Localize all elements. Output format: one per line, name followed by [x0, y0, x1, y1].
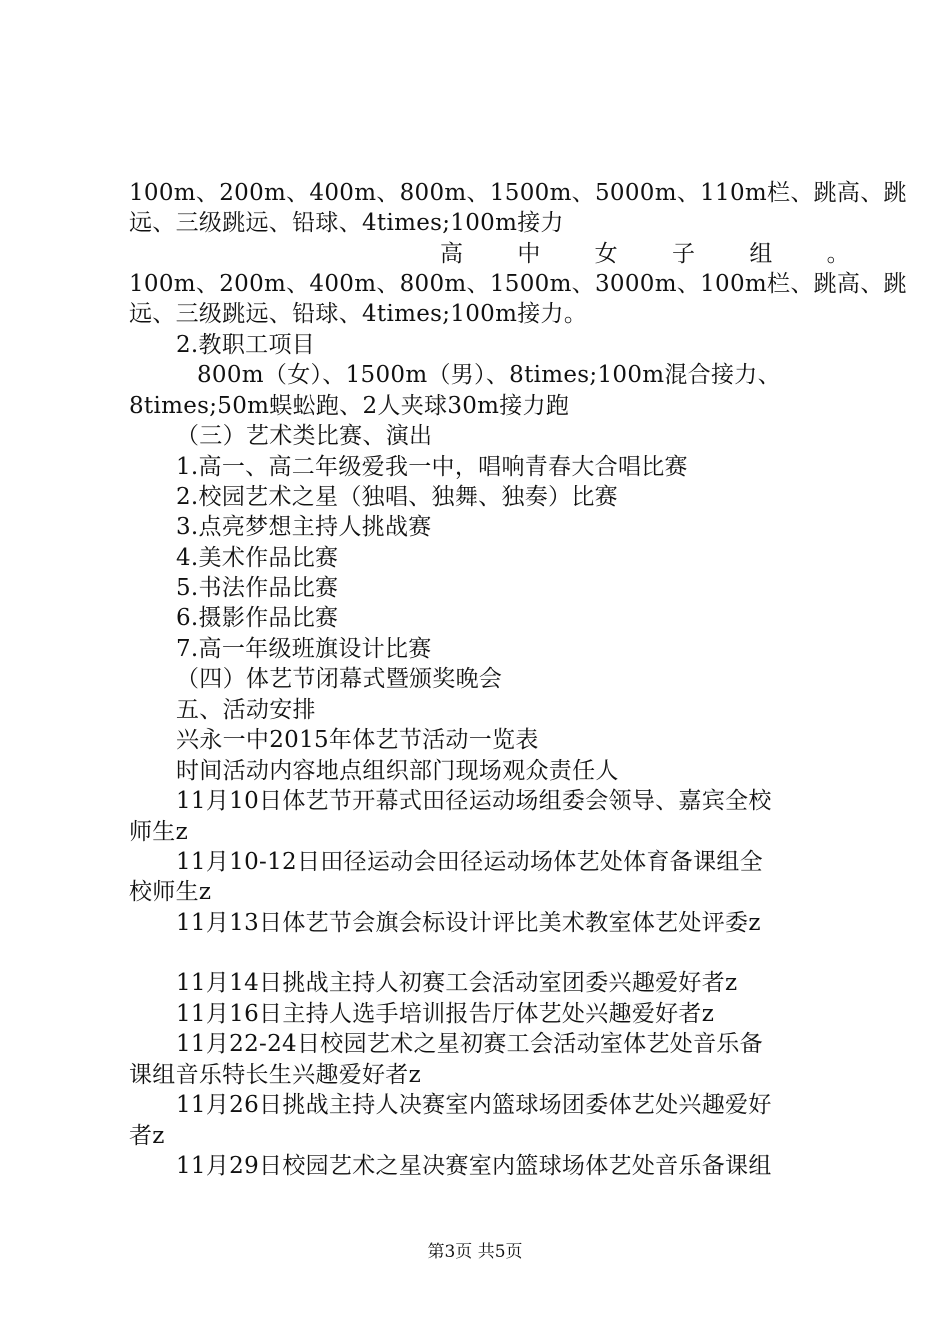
text-line: 11月10日体艺节开幕式田径运动场组委会领导、嘉宾全校	[176, 788, 772, 814]
spaced-char: 高	[440, 241, 464, 267]
text-line: （四）体艺节闭幕式暨颁奖晚会	[176, 666, 503, 692]
text-line: 者z	[129, 1123, 165, 1149]
text-line: 11月14日挑战主持人初赛工会活动室团委兴趣爱好者z	[176, 970, 738, 996]
text-line: 课组音乐特长生兴趣爱好者z	[129, 1062, 422, 1088]
text-line: 11月16日主持人选手培训报告厅体艺处兴趣爱好者z	[176, 1001, 715, 1027]
text-line: 2.校园艺术之星（独唱、独舞、独奏）比赛	[176, 484, 618, 510]
text-line: 5.书法作品比赛	[176, 575, 339, 601]
spaced-char: 子	[671, 241, 696, 267]
text-line: 校师生z	[129, 879, 212, 905]
text-line: 11月10-12日田径运动会田径运动场体艺处体育备课组全	[176, 849, 763, 875]
text-line: 100m、200m、400m、800m、1500m、3000m、100m栏、跳高、跳	[129, 271, 907, 297]
text-line: 师生z	[129, 819, 189, 845]
spaced-heading-line	[440, 239, 850, 269]
spaced-char: 女	[594, 241, 618, 267]
text-line: 11月22-24日校园艺术之星初赛工会活动室体艺处音乐备	[176, 1031, 763, 1057]
text-line: 100m、200m、400m、800m、1500m、5000m、110m栏、跳高、跳	[129, 180, 907, 206]
text-line: 3.点亮梦想主持人挑战赛	[176, 514, 432, 540]
text-line: 11月13日体艺节会旗会标设计评比美术教室体艺处评委z	[176, 910, 761, 936]
text-line: 五、活动安排	[176, 697, 316, 723]
spaced-char: 组	[749, 241, 773, 267]
text-line: 4.美术作品比赛	[176, 545, 339, 571]
text-line: 兴永一中2015年体艺节活动一览表	[176, 727, 539, 753]
spaced-char: 。	[826, 241, 850, 267]
text-line: 800m（女）、1500m（男）、8times;100m混合接力、	[197, 362, 781, 388]
text-line: 7.高一年级班旗设计比赛	[176, 636, 432, 662]
text-line: 1.高一、高二年级爱我一中，唱响青春大合唱比赛	[176, 454, 688, 480]
text-line: 2.教职工项目	[176, 332, 316, 358]
text-line: 远、三级跳远、铅球、4times;100m接力	[129, 210, 564, 236]
text-line: 11月26日挑战主持人决赛室内篮球场团委体艺处兴趣爱好	[176, 1092, 772, 1118]
text-line: 时间活动内容地点组织部门现场观众责任人	[176, 758, 619, 784]
page-number-footer: 第3页 共5页	[427, 1242, 523, 1262]
text-line: 6.摄影作品比赛	[176, 605, 339, 631]
text-line: 8times;50m蜈蚣跑、2人夹球30m接力跑	[129, 393, 570, 419]
text-line: 远、三级跳远、铅球、4times;100m接力。	[129, 301, 588, 327]
spaced-char: 中	[517, 241, 541, 267]
text-line: （三）艺术类比赛、演出	[176, 423, 433, 449]
text-line: 11月29日校园艺术之星决赛室内篮球场体艺处音乐备课组	[176, 1153, 772, 1179]
